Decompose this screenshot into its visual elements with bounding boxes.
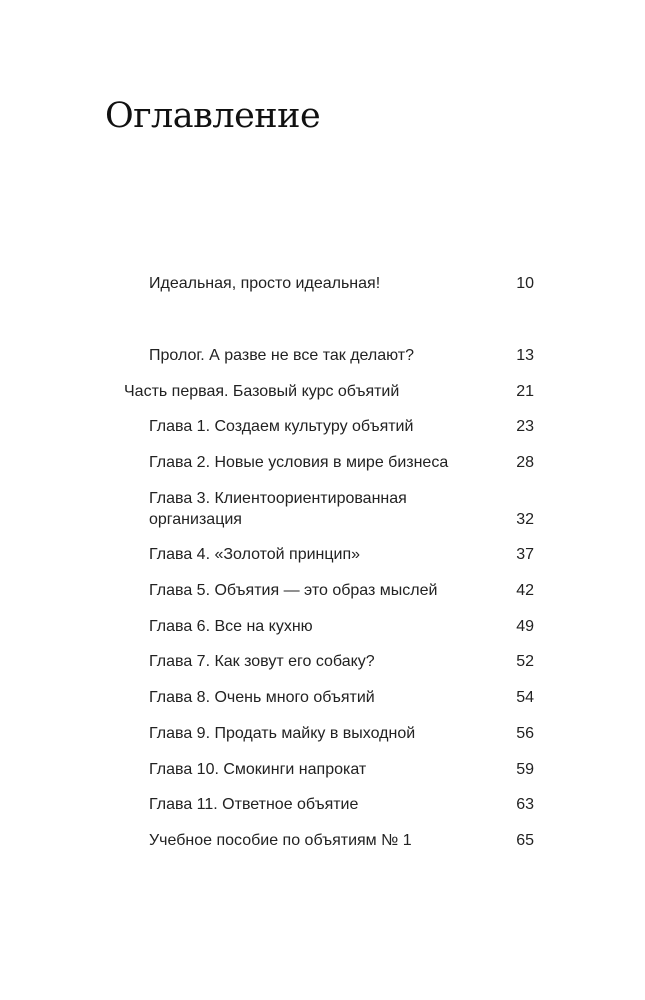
toc-entry-title: Глава 9. Продать майку в выходной [149,725,416,742]
toc-entry-page: 56 [516,725,534,742]
toc-entry-page: 59 [516,761,534,778]
toc-entry-title: Глава 11. Ответное объятие [149,796,359,813]
toc-entry-page: 52 [516,653,534,670]
toc-entry-page: 42 [516,582,534,599]
toc-entry-title: Глава 4. «Золотой принцип» [149,546,361,563]
toc-entry-page: 65 [516,832,534,849]
toc-entry-title: Глава 1. Создаем культуру объятий [149,418,414,435]
toc-entry-page: 13 [516,347,534,364]
toc-entry-title: Глава 7. Как зовут его собаку? [149,653,375,670]
toc-entry-title: Глава 10. Смокинги напрокат [149,761,367,778]
toc-entry-title: Глава 6. Все на кухню [149,618,313,635]
toc-entry-page: 54 [516,689,534,706]
toc-entry-title: Глава 3. Клиентоориентированная организация [149,490,407,528]
toc-entry-title: Пролог. А разве не все так делают? [149,347,415,364]
toc-entry-page: 37 [516,546,534,563]
toc-entry-title: Глава 8. Очень много объятий [149,689,375,706]
toc-entry-page: 28 [516,454,534,471]
toc-entry-page: 21 [516,383,534,400]
toc-entry-title: Идеальная, просто идеальная! [149,275,381,292]
toc-entry-title: Глава 2. Новые условия в мире бизнеса [149,454,449,471]
toc-entry-title: Учебное пособие по объятиям № 1 [149,832,412,849]
toc-entry-title: Глава 5. Объятия — это образ мыслей [149,582,438,599]
toc-entry-title: Часть первая. Базовый курс объятий [124,383,400,400]
toc-entry-page: 10 [516,275,534,292]
toc-entry-page: 49 [516,618,534,635]
page-title: Оглавление [105,96,321,136]
toc-entry-page: 23 [516,418,534,435]
toc-entry-page: 63 [516,796,534,813]
toc-entry-page: 32 [516,511,534,528]
